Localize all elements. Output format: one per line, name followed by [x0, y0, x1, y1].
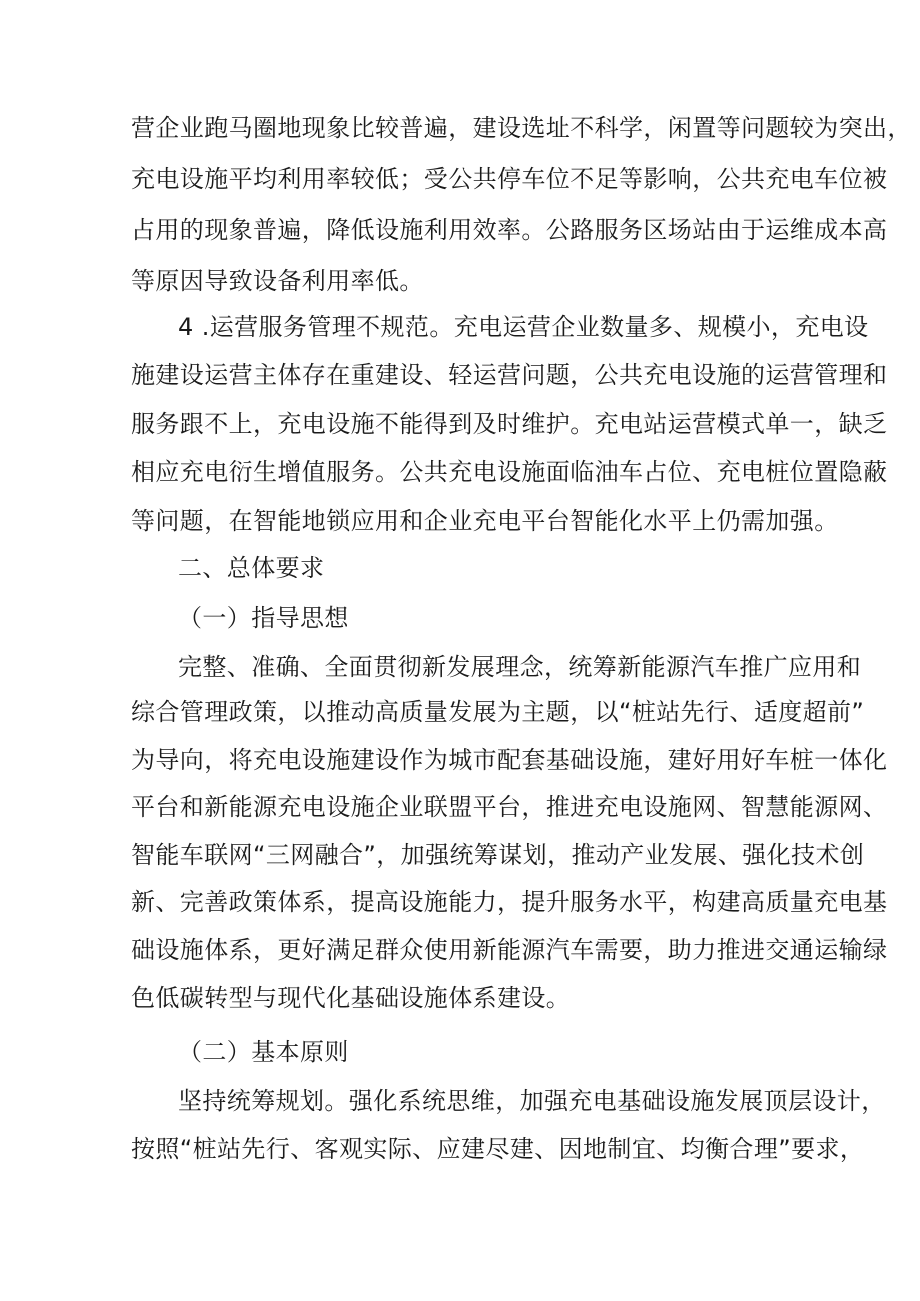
- heading-guiding-thought: （一）指导思想: [178, 604, 349, 632]
- section-heading-operations: 4 .运营服务管理不规范。充电运营企业数量多、规模小，充电设: [178, 313, 869, 341]
- text-line: 综合管理政策，以推动高质量发展为主题，以“桩站先行、适度超前”: [131, 698, 865, 726]
- text-line: 等原因导致设备利用率低。: [131, 267, 424, 295]
- text-line: 服务跟不上，充电设施不能得到及时维护。充电站运营模式单一，缺乏: [131, 410, 888, 438]
- text-line: 础设施体系，更好满足群众使用新能源汽车需要，助力推进交通运输绿: [131, 936, 888, 964]
- text-line: 完整、准确、全面贯彻新发展理念，统筹新能源汽车推广应用和: [178, 653, 862, 681]
- text-line: 等问题，在智能地锁应用和企业充电平台智能化水平上仍需加强。: [131, 507, 839, 535]
- text-line: 相应充电衍生增值服务。公共充电设施面临油车占位、充电桩位置隐蔽: [131, 458, 888, 486]
- heading-basic-principles: （二）基本原则: [178, 1038, 349, 1066]
- text-line: 新、完善政策体系，提高设施能力，提升服务水平，构建高质量充电基: [131, 888, 888, 916]
- text-line: 按照“桩站先行、客观实际、应建尽建、因地制宜、均衡合理”要求，: [131, 1135, 865, 1163]
- text-line: 坚持统筹规划。强化系统思维，加强充电基础设施发展顶层设计，: [178, 1087, 886, 1115]
- text-line: 施建设运营主体存在重建设、轻运营问题，公共充电设施的运营管理和: [131, 361, 888, 389]
- text-line: 智能车联网“三网融合”，加强统筹谋划，推动产业发展、强化技术创: [131, 841, 865, 869]
- heading-overall-requirements: 二、总体要求: [178, 554, 325, 582]
- text-line: 平台和新能源充电设施企业联盟平台，推进充电设施网、智慧能源网、: [131, 793, 888, 821]
- text-line: 占用的现象普遍，降低设施利用效率。公路服务区场站由于运维成本高: [131, 216, 888, 244]
- text-line: 充电设施平均利用率较低；受公共停车位不足等影响，公共充电车位被: [131, 165, 888, 193]
- text-line: 为导向，将充电设施建设作为城市配套基础设施，建好用好车桩一体化: [131, 746, 888, 774]
- text-line: 营企业跑马圈地现象比较普遍，建设选址不科学，闲置等问题较为突出，: [131, 114, 912, 142]
- text-line: 色低碳转型与现代化基础设施体系建设。: [131, 984, 571, 1012]
